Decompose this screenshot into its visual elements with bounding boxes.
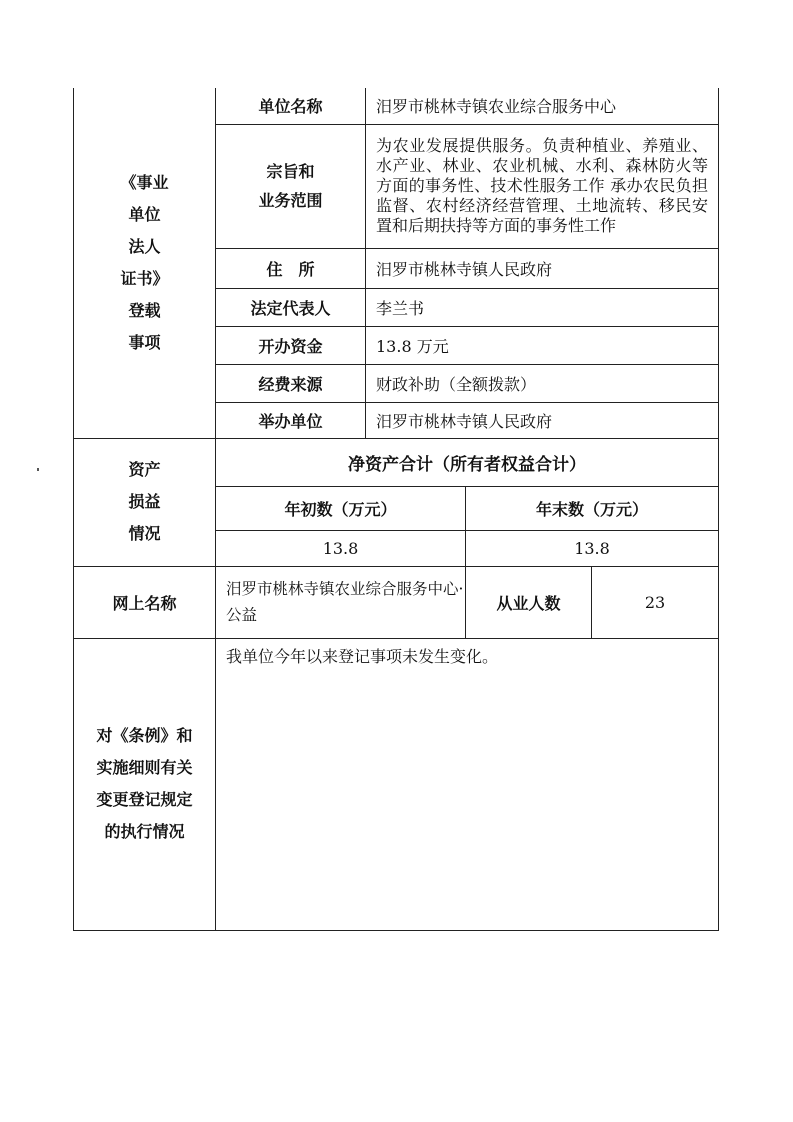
sponsor-label: 举办单位 bbox=[216, 402, 366, 438]
year-begin-label: 年初数（万元） bbox=[216, 486, 466, 530]
year-begin-value: 13.8 bbox=[216, 530, 466, 566]
label-line: 证书》 bbox=[120, 268, 169, 288]
compliance-label bbox=[74, 638, 216, 930]
label-line: 的执行情况 bbox=[104, 822, 185, 841]
online-name-label: 网上名称 bbox=[74, 566, 216, 638]
assets-section-label bbox=[74, 438, 216, 566]
label-line: 对《条例》和 bbox=[96, 726, 193, 745]
address-label: 住 所 bbox=[216, 248, 366, 288]
capital-value: 13.8 万元 bbox=[366, 326, 719, 364]
label-line: 损益 bbox=[128, 492, 161, 511]
row-compliance bbox=[74, 638, 719, 930]
year-end-value: 13.8 bbox=[466, 530, 719, 566]
label-line: 业务范围 bbox=[258, 191, 323, 210]
label-line: 变更登记规定 bbox=[96, 790, 193, 809]
representative-value: 李兰书 bbox=[366, 288, 719, 326]
online-name-value: 汨罗市桃林寺镇农业综合服务中心·公益 bbox=[216, 566, 466, 638]
scope-value: 为农业发展提供服务。负责种植业、养殖业、水产业、林业、农业机械、水利、森林防火等方面的事务性、技术性服务工作 承办农民负担监督、农村经济经营管理、土地流转、移民安置和后期扶持等方面的事务性工作 bbox=[366, 124, 719, 248]
funding-value: 财政补助（全额拨款） bbox=[366, 364, 719, 402]
label-line: 实施细则有关 bbox=[96, 758, 193, 777]
label-line: 情况 bbox=[128, 524, 161, 543]
label-line: 宗旨和 bbox=[266, 162, 315, 181]
label-line: 事项 bbox=[128, 332, 161, 352]
row-unit-name bbox=[74, 88, 719, 124]
registration-form-table bbox=[73, 88, 719, 931]
representative-label: 法定代表人 bbox=[216, 288, 366, 326]
address-value: 汨罗市桃林寺镇人民政府 bbox=[366, 248, 719, 288]
unit-name-label: 单位名称 bbox=[216, 88, 366, 124]
net-assets-header: 净资产合计（所有者权益合计） bbox=[216, 438, 719, 486]
unit-name-value: 汨罗市桃林寺镇农业综合服务中心 bbox=[366, 88, 719, 124]
funding-label: 经费来源 bbox=[216, 364, 366, 402]
label-line: 法人 bbox=[128, 236, 161, 256]
label-line: 《事业 bbox=[120, 172, 169, 192]
label-line: 登载 bbox=[128, 300, 161, 320]
scope-label bbox=[216, 124, 366, 248]
scan-speck bbox=[37, 468, 39, 471]
staff-count-value: 23 bbox=[592, 566, 719, 638]
compliance-value: 我单位今年以来登记事项未发生变化。 bbox=[216, 638, 719, 930]
row-online-name bbox=[74, 566, 719, 638]
sponsor-value: 汨罗市桃林寺镇人民政府 bbox=[366, 402, 719, 438]
label-line: 资产 bbox=[128, 460, 161, 479]
registration-section-label bbox=[74, 88, 216, 438]
year-end-label: 年末数（万元） bbox=[466, 486, 719, 530]
capital-label: 开办资金 bbox=[216, 326, 366, 364]
staff-count-label: 从业人数 bbox=[466, 566, 592, 638]
label-line: 单位 bbox=[128, 204, 161, 224]
row-assets-header bbox=[74, 438, 719, 486]
